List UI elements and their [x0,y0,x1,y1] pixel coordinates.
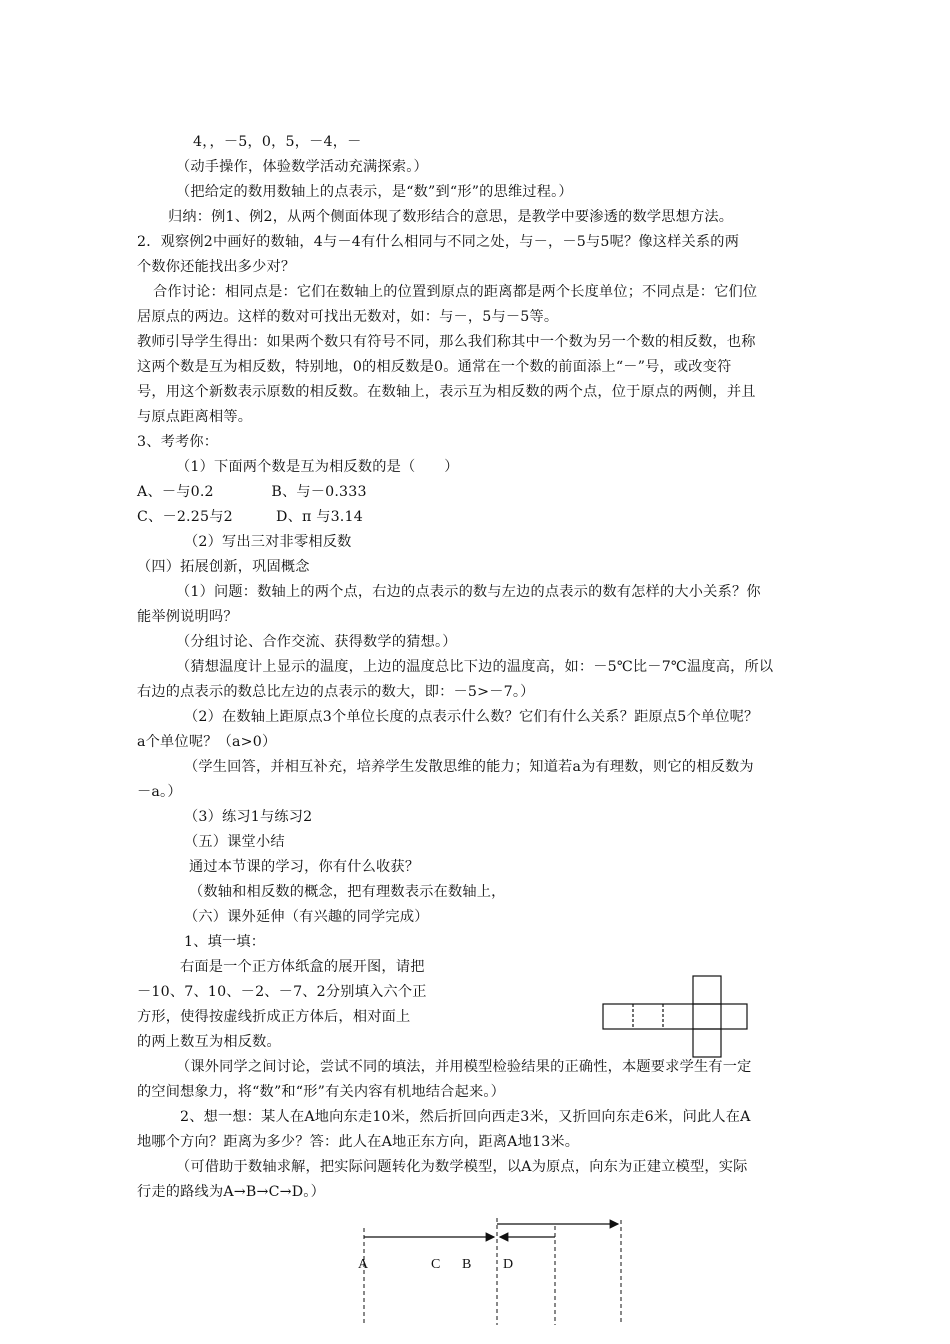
text-line: A、－与0.2 B、与－0.333 [137,484,367,500]
text-line: 方形，使得按虚线折成正方体后，相对面上 [137,1009,411,1025]
text-line: 通过本节课的学习，你有什么收获？ [189,859,420,875]
text-line: （2）写出三对非零相反数 [184,534,352,550]
text-line: （分组讨论、合作交流、获得数学的猜想。） [176,634,457,650]
text-line: 归纳：例1、例2，从两个侧面体现了数形结合的意思，是教学中要渗透的数学思想方法。 [168,209,734,225]
text-line: 能举例说明吗？ [137,609,238,625]
text-line: －10、7、10、－2、－7、2分别填入六个正 [137,984,427,1000]
text-line: 3、考考你： [137,434,219,450]
text-line: C、－2.25与2 D、π 与3.14 [137,509,363,525]
text-line: （1）问题：数轴上的两个点，右边的点表示的数与左边的点表示的数有怎样的大小关系？你 [176,584,761,600]
text-line: 右边的点表示的数总比左边的点表示的数大，即：－5>－7。） [137,684,535,700]
text-line: （六）课外延伸（有兴趣的同学完成） [184,909,429,925]
text-line: 与原点距离相等。 [137,409,253,425]
text-line: 行走的路线为A→B→C→D。） [137,1184,325,1200]
text-line: （1）下面两个数是互为相反数的是（ ） [176,459,459,475]
text-line: a个单位呢？（a>0） [137,734,277,750]
text-line: 的空间想象力，将“数”和“形”有关内容有机地结合起来。） [137,1084,506,1100]
text-line: 个数你还能找出多少对？ [137,259,296,275]
text-line: （3）练习1与练习2 [184,809,313,825]
text-line: 的两上数互为相反数。 [137,1034,281,1050]
text-line: 2、想一想：某人在A地向东走10米，然后折回向西走3米，又折回向东走6米，问此人在A [180,1109,751,1125]
text-line: （2）在数轴上距原点3个单位长度的点表示什么数？它们有什么关系？距原点5个单位呢？ [184,709,759,725]
point-c-label: C [431,1257,441,1272]
text-line: 2．观察例2中画好的数轴，4与－4有什么相同与不同之处，与－，－5与5呢？像这样关系的两 [137,234,740,250]
text-line: －a。） [137,784,182,800]
text-line: （把给定的数用数轴上的点表示，是“数”到“形”的思维过程。） [176,184,573,200]
text-line: 4，，－5，0，5，－4，－ [193,134,362,150]
text-line: （可借助于数轴求解，把实际问题转化为数学模型，以A为原点，向东为正建立模型，实际 [176,1159,748,1175]
text-line: （五）课堂小结 [184,834,285,850]
text-line: （猜想温度计上显示的温度，上边的温度总比下边的温度高，如：－5℃比－7℃温度高，所以 [176,659,774,675]
text-line: 居原点的两边。这样的数对可找出无数对，如：与－，5与－5等。 [137,309,559,325]
text-line: 地哪个方向？距离为多少？答：此人在A地正东方向，距离A地13米。 [137,1134,580,1150]
text-line: 合作讨论：相同点是：它们在数轴上的位置到原点的距离都是两个长度单位；不同点是：它们位 [153,284,758,300]
text-line: 这两个数是互为相反数，特别地，0的相反数是0。通常在一个数的前面添上“－”号，或改变符 [137,359,732,375]
text-line: （学生回答，并相互补充，培养学生发散思维的能力；知道若a为有理数，则它的相反数为 [184,759,754,775]
text-line: （动手操作，体验数学活动充满探索。） [176,159,428,175]
text-line: （四）拓展创新，巩固概念 [137,559,310,575]
text-line: 号，用这个新数表示原数的相反数。在数轴上，表示互为相反数的两个点，位于原点的两侧，并且 [137,384,756,400]
point-b-label: B [462,1257,472,1272]
text-line: （数轴和相反数的概念，把有理数表示在数轴上， [189,884,506,900]
text-line: （课外同学之间讨论，尝试不同的填法，并用模型检验结果的正确性，本题要求学生有一定 [176,1059,752,1075]
text-line: 教师引导学生得出：如果两个数只有符号不同，那么我们称其中一个数为另一个数的相反数，也称 [137,334,756,350]
text-line: 右面是一个正方体纸盒的展开图，请把 [180,959,425,975]
point-d-label: D [503,1257,514,1272]
point-a-label: A [358,1257,369,1272]
text-line: 1、填一填： [184,934,266,950]
